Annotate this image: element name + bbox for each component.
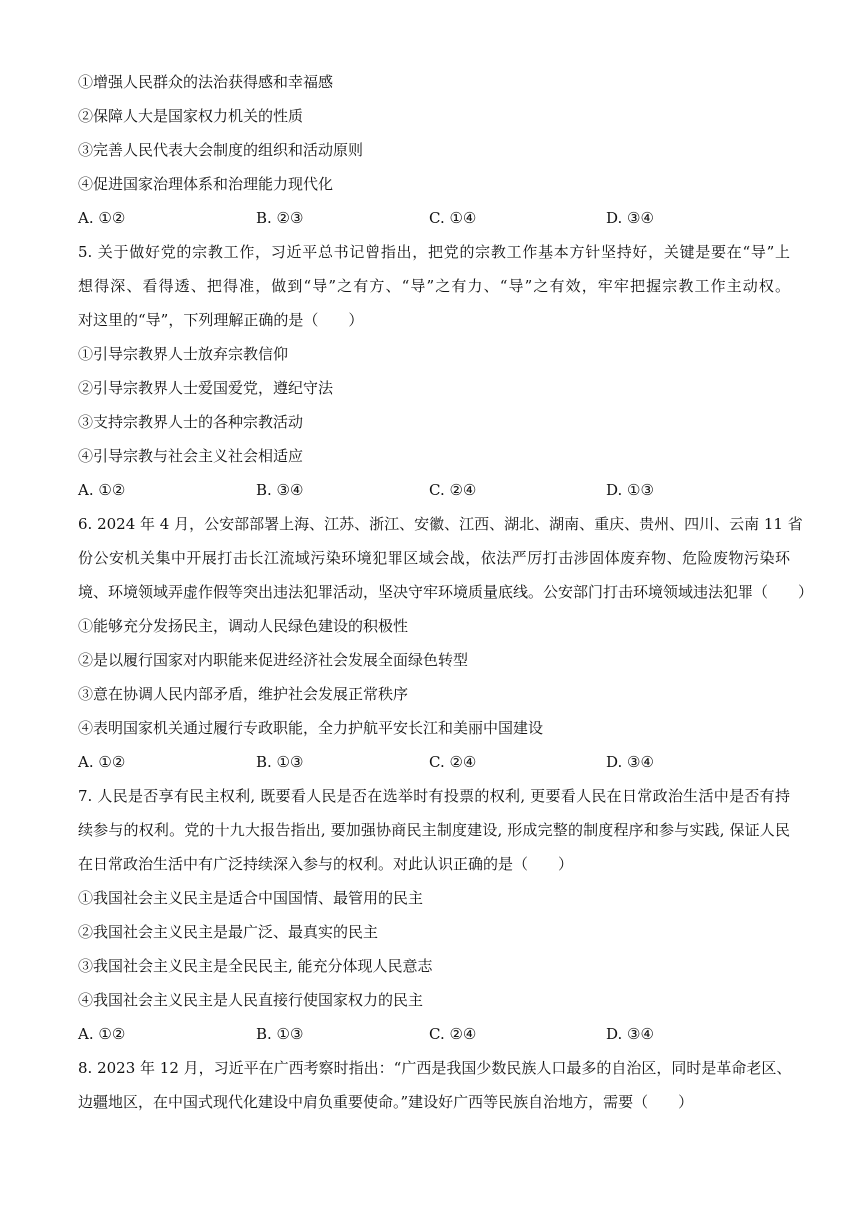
q4-option-a: A. ①②: [78, 209, 126, 227]
q7-item-3: ③我国社会主义民主是全民民主, 能充分体现人民意志: [78, 957, 433, 975]
q7-option-c: C. ②④: [429, 1025, 477, 1043]
q7-stem-line-2: 续参与的权利。党的十九大报告指出, 要加强协商民主制度建设, 形成完整的制度程序和参与实践, 保证人民: [78, 821, 790, 839]
q4-option-c: C. ①④: [429, 209, 477, 227]
q6-item-1: ①能够充分发扬民主，调动人民绿色建设的积极性: [78, 617, 409, 635]
q8-stem-line-1: 8. 2023 年 12 月，习近平在广西考察时指出：“广西是我国少数民族人口最多的自治区，同时是革命老区、: [78, 1059, 792, 1077]
q7-option-d: D. ③④: [606, 1025, 654, 1043]
q6-option-a: A. ①②: [78, 753, 126, 771]
q5-item-1: ①引导宗教界人士放弃宗教信仰: [78, 345, 289, 363]
q6-option-d: D. ③④: [606, 753, 654, 771]
q6-stem-line-1: 6. 2024 年 4 月，公安部部署上海、江苏、浙江、安徽、江西、湖北、湖南、重庆、贵州、四川、云南 11 省: [78, 515, 803, 533]
q6-item-3: ③意在协调人民内部矛盾，维护社会发展正常秩序: [78, 685, 409, 703]
q4-item-4: ④促进国家治理体系和治理能力现代化: [78, 175, 334, 193]
q8-stem-line-2: 边疆地区，在中国式现代化建设中肩负重要使命。”建设好广西等民族自治地方，需要（ ）: [78, 1093, 694, 1111]
q6-item-2: ②是以履行国家对内职能来促进经济社会发展全面绿色转型: [78, 651, 469, 669]
q4-options: [78, 208, 790, 228]
q6-stem-line-2: 份公安机关集中开展打击长江流域污染环境犯罪区域会战，依法严厉打击涉固体废弃物、危险废物污染环: [78, 549, 790, 567]
q5-option-a: A. ①②: [78, 481, 126, 499]
q7-stem-line-1: 7. 人民是否享有民主权利, 既要看人民是否在选举时有投票的权利, 更要看人民在日常政治生活中是否有持: [78, 787, 790, 805]
q6-option-c: C. ②④: [429, 753, 477, 771]
q6-item-4: ④表明国家机关通过履行专政职能，全力护航平安长江和美丽中国建设: [78, 719, 544, 737]
q5-item-2: ②引导宗教界人士爱国爱党，遵纪守法: [78, 379, 334, 397]
q7-item-2: ②我国社会主义民主是最广泛、最真实的民主: [78, 923, 379, 941]
q4-option-b: B. ②③: [256, 209, 304, 227]
q5-item-4: ④引导宗教与社会主义社会相适应: [78, 447, 304, 465]
q7-item-1: ①我国社会主义民主是适合中国国情、最管用的民主: [78, 889, 424, 907]
q5-options: [78, 480, 790, 500]
q5-item-3: ③支持宗教界人士的各种宗教活动: [78, 413, 304, 431]
q4-item-3: ③完善人民代表大会制度的组织和活动原则: [78, 141, 364, 159]
q6-options: [78, 752, 790, 772]
q7-options: [78, 1024, 790, 1044]
q7-item-4: ④我国社会主义民主是人民直接行使国家权力的民主: [78, 991, 424, 1009]
q7-stem-line-3: 在日常政治生活中有广泛持续深入参与的权利。对此认识正确的是（ ）: [78, 855, 574, 873]
q5-stem-line-1: 5. 关于做好党的宗教工作，习近平总书记曾指出，把党的宗教工作基本方针坚持好，关键是要在“导”上: [78, 243, 790, 261]
q5-stem-line-3: 对这里的“导”，下列理解正确的是（ ）: [78, 311, 364, 329]
q6-stem-line-3: 境、环境领域弄虚作假等突出违法犯罪活动，坚决守牢环境质量底线。公安部门打击环境领域违法犯罪（ ）: [78, 583, 814, 601]
q6-option-b: B. ①③: [256, 753, 304, 771]
q5-option-b: B. ③④: [256, 481, 304, 499]
q5-stem-line-2: 想得深、看得透、把得准，做到“导”之有方、“导”之有力、“导”之有效，牢牢把握宗教工作主动权。: [78, 277, 790, 295]
q5-option-c: C. ②④: [429, 481, 477, 499]
q4-item-1: ①增强人民群众的法治获得感和幸福感: [78, 73, 334, 91]
q7-option-a: A. ①②: [78, 1025, 126, 1043]
q4-option-d: D. ③④: [606, 209, 654, 227]
q5-option-d: D. ①③: [606, 481, 654, 499]
q4-item-2: ②保障人大是国家权力机关的性质: [78, 107, 304, 125]
q7-option-b: B. ①③: [256, 1025, 304, 1043]
